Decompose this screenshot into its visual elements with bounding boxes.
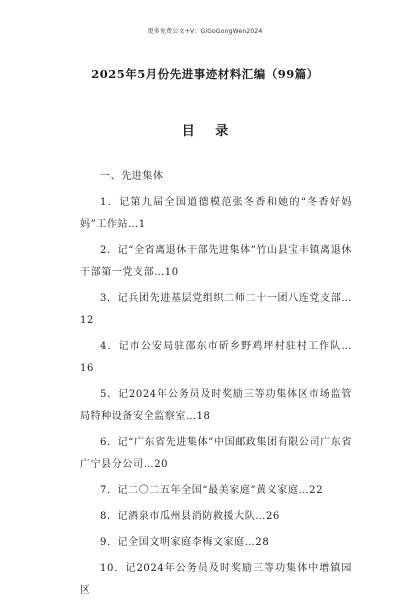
toc-entry: 4．记市公安局驻邵东市斫乡野鸡坪村驻村工作队…16 [80, 341, 352, 374]
toc-entry: 9．记全国文明家庭李梅文家庭…28 [100, 537, 270, 548]
toc-entry: 10．记2024年公务员及时奖励三等功集体中增镇园区 [80, 563, 352, 596]
toc-entry: 1．记第九届全国道德模范张冬香和她的“冬香好妈妈”工作站…1 [80, 197, 352, 230]
toc-section-heading: 一、先进集体 [100, 171, 164, 182]
toc-entry: 5．记2024年公务员及时奖励三等功集体区市场监管局特种设备安全监察室…18 [80, 389, 352, 422]
table-of-contents [80, 166, 352, 606]
toc-entry: 7．记二〇二五年全国“最美家庭”黄义家庭…22 [100, 485, 324, 496]
toc-entry: 6．记“广东省先进集体”中国邮政集团有限公司广东省广宁县分公司…20 [80, 437, 352, 470]
toc-entry: 2．记“全省离退休干部先进集体”竹山县宝丰镇离退休干部第一党支部…10 [80, 245, 352, 278]
toc-entry: 3．记兵团先进基层党组织二师二十一团八连党支部…12 [80, 293, 352, 326]
toc-entry: 8．记酒泉市瓜州县消防救援大队…26 [100, 511, 280, 522]
document-title: 2025年5月份先进事迹材料汇编（99篇） [91, 67, 319, 81]
header-note: 更多免费公文+V：GiGoGongWen2024 [147, 28, 263, 35]
toc-heading: 目 录 [181, 124, 237, 139]
